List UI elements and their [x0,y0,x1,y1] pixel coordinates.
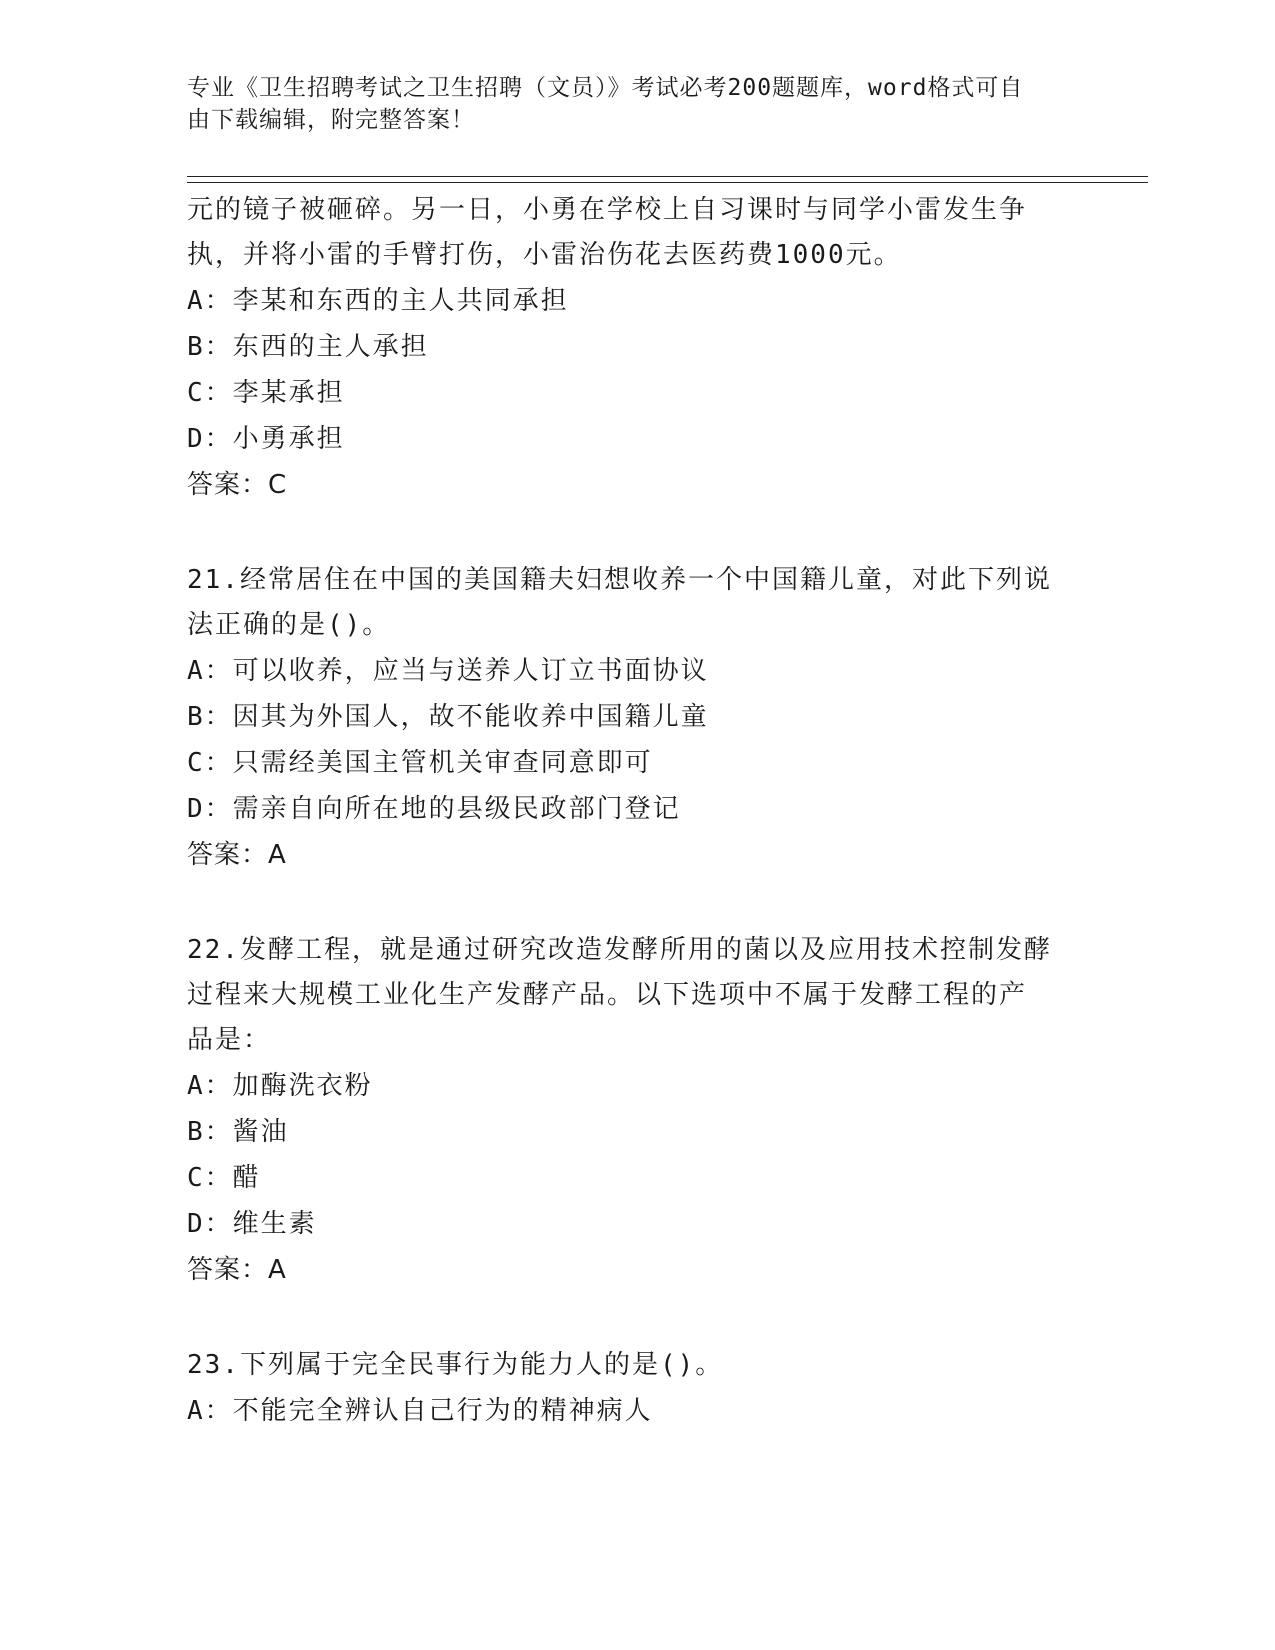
question-stem-line: 元的镜子被砸碎。另一日，小勇在学校上自习课时与同学小雷发生争 [187,195,1028,225]
option-a: A：李某和东西的主人共同承担 [187,286,569,316]
option-c: C：只需经美国主管机关审查同意即可 [187,748,653,778]
option-b: B：酱油 [187,1117,289,1147]
question-22 [187,928,1087,1293]
question-stem-line: 21.经常居住在中国的美国籍夫妇想收养一个中国籍儿童，对此下列说 [187,565,1052,595]
question-content [187,188,1087,1434]
header-divider-top [187,176,1148,177]
question-continuation [187,188,1087,508]
answer-line: 答案：A [187,1255,287,1285]
question-stem-line: 过程来大规模工业化生产发酵产品。以下选项中不属于发酵工程的产 [187,980,1028,1010]
spacer [187,508,1087,558]
answer-line: 答案：A [187,840,287,870]
question-21 [187,558,1087,878]
option-b: B：东西的主人承担 [187,332,429,362]
option-d: D：需亲自向所在地的县级民政部门登记 [187,794,681,824]
option-a: A：可以收养，应当与送养人订立书面协议 [187,656,709,686]
question-stem-line: 22.发酵工程，就是通过研究改造发酵所用的菌以及应用技术控制发酵 [187,935,1052,965]
header-divider-bottom [187,182,1148,183]
option-c: C：李某承担 [187,378,345,408]
spacer [187,1293,1087,1343]
option-a: A：加酶洗衣粉 [187,1071,373,1101]
spacer [187,878,1087,928]
option-a: A：不能完全辨认自己行为的精神病人 [187,1396,653,1426]
question-stem-line: 品是： [187,1025,272,1055]
header-line-1: 专业《卫生招聘考试之卫生招聘（文员）》考试必考200题题库，word格式可自 [187,75,1024,101]
option-d: D：小勇承担 [187,424,345,454]
question-stem-line: 法正确的是()。 [187,610,391,640]
option-b: B：因其为外国人，故不能收养中国籍儿童 [187,702,709,732]
document-header [187,72,1067,136]
question-stem-line: 执，并将小雷的手臂打伤，小雷治伤花去医药费1000元。 [187,240,902,270]
option-c: C：醋 [187,1163,261,1193]
answer-line: 答案：C [187,470,288,500]
question-23 [187,1343,1087,1434]
option-d: D：维生素 [187,1209,317,1239]
header-line-2: 由下载编辑，附完整答案！ [187,107,475,133]
question-stem-line: 23.下列属于完全民事行为能力人的是()。 [187,1350,724,1380]
